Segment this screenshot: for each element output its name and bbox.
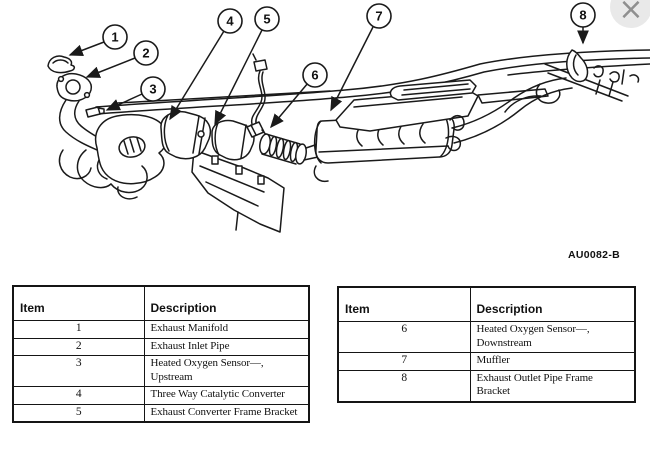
figure-code: AU0082-B xyxy=(568,249,621,261)
inlet-flange-drawing xyxy=(57,74,91,101)
oxygen-sensor-upstream-drawing xyxy=(86,107,104,117)
table-row xyxy=(338,353,635,371)
callout-labels xyxy=(111,8,586,97)
description-cell: Three Way Catalytic Converter xyxy=(144,387,309,405)
callout-6-label: 6 xyxy=(311,67,319,83)
catalytic-converter-drawing xyxy=(161,112,254,160)
callout-3-label: 3 xyxy=(149,81,157,97)
description-cell: Heated Oxygen Sensor—, Upstream xyxy=(144,356,309,387)
flex-coupling-drawing xyxy=(258,133,307,164)
item-cell: 6 xyxy=(338,322,470,353)
description-cell: Heated Oxygen Sensor—, Downstream xyxy=(470,322,635,353)
table-row xyxy=(13,387,309,405)
callout-8-label: 8 xyxy=(579,7,587,23)
gasket-drawing xyxy=(48,56,74,73)
table-header-row xyxy=(338,287,635,322)
description-cell: Exhaust Outlet Pipe Frame Bracket xyxy=(470,370,635,402)
callout-1-label: 1 xyxy=(111,29,119,45)
item-cell: 2 xyxy=(13,338,144,356)
description-cell: Exhaust Manifold xyxy=(144,321,309,339)
description-header: Description xyxy=(470,287,635,322)
table-header-row xyxy=(13,286,309,321)
item-header: Item xyxy=(13,286,144,321)
description-header: Description xyxy=(144,286,309,321)
item-cell: 4 xyxy=(13,387,144,405)
converter-frame-bracket-drawing xyxy=(192,150,284,232)
item-cell: 3 xyxy=(13,356,144,387)
table-row xyxy=(338,370,635,402)
parts-table-items-6-8 xyxy=(337,286,636,403)
item-cell: 1 xyxy=(13,321,144,339)
item-cell: 5 xyxy=(13,404,144,422)
item-cell: 8 xyxy=(338,370,470,402)
item-header: Item xyxy=(338,287,470,322)
table-row xyxy=(13,338,309,356)
item-cell: 7 xyxy=(338,353,470,371)
table-row xyxy=(13,356,309,387)
callout-balloons xyxy=(103,3,595,101)
exhaust-manifold-drawing xyxy=(59,115,167,199)
parts-table-items-1-5 xyxy=(12,285,310,423)
description-cell: Muffler xyxy=(470,353,635,371)
table-row xyxy=(338,322,635,353)
callout-7-label: 7 xyxy=(375,8,383,24)
description-cell: Exhaust Inlet Pipe xyxy=(144,338,309,356)
table-row xyxy=(13,404,309,422)
callout-5-label: 5 xyxy=(263,11,271,27)
close-button[interactable] xyxy=(610,0,650,28)
description-cell: Exhaust Converter Frame Bracket xyxy=(144,404,309,422)
outlet-frame-bracket-drawing xyxy=(567,50,639,96)
table-row xyxy=(13,321,309,339)
callout-2-label: 2 xyxy=(142,45,150,61)
callout-4-label: 4 xyxy=(226,13,234,29)
close-icon: × xyxy=(618,0,644,27)
